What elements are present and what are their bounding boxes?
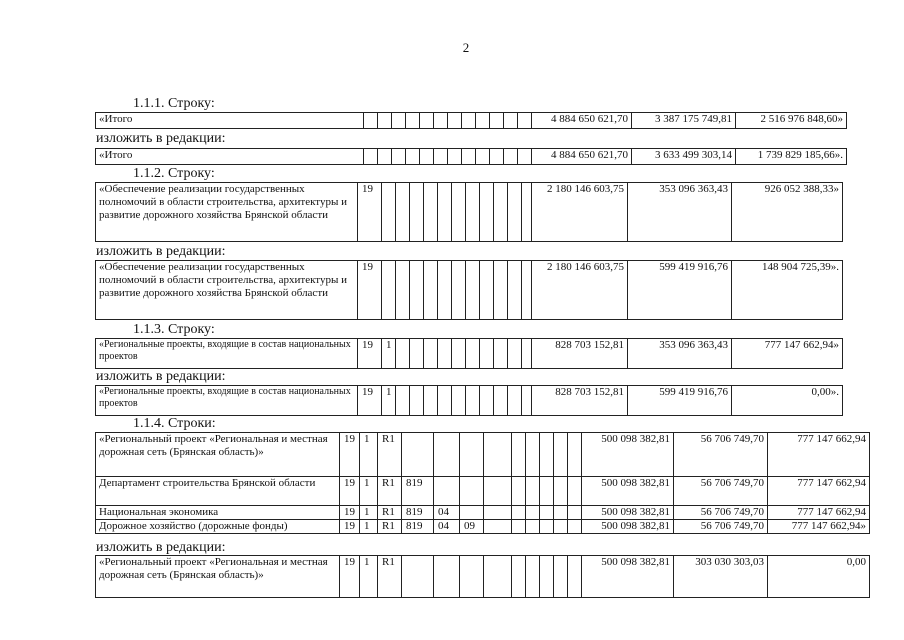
code-cell (438, 386, 452, 416)
code-cell (410, 386, 424, 416)
code-cell (402, 556, 434, 598)
code-cell (518, 113, 532, 129)
code-cell: 19 (358, 386, 382, 416)
code-cell: 1 (360, 477, 378, 506)
row-name: Департамент строительства Брянской области (96, 477, 340, 506)
value-cell-1: 500 098 382,81 (582, 433, 674, 477)
code-cell (460, 506, 484, 520)
table-1-1-2-original (95, 182, 843, 242)
code-cell (522, 339, 532, 369)
code-cell (364, 113, 378, 129)
table-1-1-2-new (95, 260, 843, 320)
code-cell: 19 (340, 433, 360, 477)
code-cell (494, 386, 508, 416)
row-name: «Региональные проекты, входящие в состав национальных проектов (96, 339, 358, 369)
edit-label: изложить в редакции: (96, 540, 226, 555)
code-cell (438, 261, 452, 320)
table-1-1-3-original (95, 338, 843, 369)
section-heading-1-1-2: 1.1.2. Строку: (133, 166, 215, 181)
code-cell (568, 433, 582, 477)
code-cell (396, 261, 410, 320)
code-cell: 04 (434, 520, 460, 534)
code-cell (512, 556, 526, 598)
code-cell (480, 261, 494, 320)
code-cell (434, 433, 460, 477)
edit-label: изложить в редакции: (96, 131, 226, 146)
code-cell (512, 520, 526, 534)
value-cell-3: 777 147 662,94 (768, 506, 870, 520)
value-cell-3: 2 516 976 848,60» (736, 113, 847, 129)
code-cell (402, 433, 434, 477)
code-cell (526, 433, 540, 477)
code-cell (420, 149, 434, 165)
code-cell (466, 261, 480, 320)
table-row (96, 339, 843, 369)
value-cell-1: 500 098 382,81 (582, 506, 674, 520)
code-cell (462, 113, 476, 129)
value-cell-2: 56 706 749,70 (674, 433, 768, 477)
table-row (96, 556, 870, 598)
table-row (96, 386, 843, 416)
code-cell (460, 477, 484, 506)
code-cell (512, 506, 526, 520)
code-cell (396, 183, 410, 242)
code-cell (522, 183, 532, 242)
value-cell-2: 303 030 303,03 (674, 556, 768, 598)
value-cell-3: 148 904 725,39». (732, 261, 843, 320)
code-cell: 19 (340, 556, 360, 598)
code-cell (406, 149, 420, 165)
code-cell (540, 520, 554, 534)
code-cell (466, 339, 480, 369)
code-cell (420, 113, 434, 129)
code-cell (378, 149, 392, 165)
code-cell (518, 149, 532, 165)
table-row (96, 520, 870, 534)
code-cell: 1 (360, 556, 378, 598)
code-cell (452, 339, 466, 369)
code-cell (554, 433, 568, 477)
edit-label: изложить в редакции: (96, 369, 226, 384)
table-1-1-4-original (95, 432, 870, 534)
code-cell: 19 (358, 339, 382, 369)
value-cell-3: 926 052 388,33» (732, 183, 843, 242)
code-cell (490, 113, 504, 129)
code-cell (424, 339, 438, 369)
code-cell: 1 (360, 520, 378, 534)
row-name: Национальная экономика (96, 506, 340, 520)
page-number: 2 (462, 40, 470, 55)
section-heading-1-1-3: 1.1.3. Строку: (133, 322, 215, 337)
value-cell-1: 828 703 152,81 (532, 386, 628, 416)
value-cell-3: 777 147 662,94» (732, 339, 843, 369)
value-cell-2: 56 706 749,70 (674, 520, 768, 534)
code-cell (494, 183, 508, 242)
code-cell (480, 183, 494, 242)
table-row (96, 183, 843, 242)
code-cell (466, 183, 480, 242)
value-cell-1: 500 098 382,81 (582, 477, 674, 506)
code-cell (526, 520, 540, 534)
code-cell (480, 339, 494, 369)
table-row (96, 113, 847, 129)
value-cell-1: 500 098 382,81 (582, 556, 674, 598)
value-cell-2: 599 419 916,76 (628, 386, 732, 416)
code-cell (508, 261, 522, 320)
code-cell (540, 433, 554, 477)
code-cell (392, 149, 406, 165)
value-cell-2: 353 096 363,43 (628, 339, 732, 369)
row-name: «Обеспечение реализации государственных полномочий в области строительства, архитектуры и развитие дорожного хозяйства Брянской области (96, 183, 358, 242)
code-cell: 19 (340, 477, 360, 506)
value-cell-1: 828 703 152,81 (532, 339, 628, 369)
code-cell: 19 (358, 183, 382, 242)
code-cell (434, 149, 448, 165)
value-cell-2: 3 633 499 303,14 (632, 149, 736, 165)
value-cell-1: 500 098 382,81 (582, 520, 674, 534)
code-cell (434, 477, 460, 506)
value-cell-3: 777 147 662,94 (768, 477, 870, 506)
table-1-1-1-new (95, 148, 847, 165)
code-cell (434, 556, 460, 598)
code-cell (568, 520, 582, 534)
code-cell (410, 339, 424, 369)
code-cell: 19 (358, 261, 382, 320)
code-cell: 1 (360, 433, 378, 477)
code-cell (494, 339, 508, 369)
value-cell-3: 1 739 829 185,66». (736, 149, 847, 165)
value-cell-3: 777 147 662,94 (768, 433, 870, 477)
code-cell (448, 113, 462, 129)
code-cell (540, 506, 554, 520)
code-cell: R1 (378, 556, 402, 598)
code-cell (476, 113, 490, 129)
code-cell: R1 (378, 433, 402, 477)
code-cell (424, 386, 438, 416)
value-cell-1: 4 884 650 621,70 (532, 113, 632, 129)
code-cell (508, 183, 522, 242)
code-cell (434, 113, 448, 129)
code-cell (396, 386, 410, 416)
code-cell: R1 (378, 477, 402, 506)
code-cell: 819 (402, 477, 434, 506)
table-row (96, 477, 870, 506)
row-name: «Региональный проект «Региональная и местная дорожная сеть (Брянская область)» (96, 556, 340, 598)
code-cell: 819 (402, 506, 434, 520)
value-cell-2: 599 419 916,76 (628, 261, 732, 320)
code-cell: 1 (382, 339, 396, 369)
table-row (96, 149, 847, 165)
code-cell (438, 339, 452, 369)
code-cell: 19 (340, 520, 360, 534)
value-cell-2: 56 706 749,70 (674, 477, 768, 506)
code-cell (410, 183, 424, 242)
code-cell (410, 261, 424, 320)
code-cell (508, 386, 522, 416)
code-cell (540, 477, 554, 506)
code-cell (452, 386, 466, 416)
table-1-1-3-new (95, 385, 843, 416)
code-cell (568, 506, 582, 520)
code-cell: 04 (434, 506, 460, 520)
code-cell (568, 556, 582, 598)
row-name: Дорожное хозяйство (дорожные фонды) (96, 520, 340, 534)
edit-label: изложить в редакции: (96, 244, 226, 259)
code-cell (466, 386, 480, 416)
code-cell (462, 149, 476, 165)
code-cell (438, 183, 452, 242)
value-cell-2: 56 706 749,70 (674, 506, 768, 520)
value-cell-1: 4 884 650 621,70 (532, 149, 632, 165)
code-cell (522, 386, 532, 416)
code-cell (512, 433, 526, 477)
code-cell (484, 433, 512, 477)
table-row (96, 261, 843, 320)
code-cell (364, 149, 378, 165)
code-cell (452, 183, 466, 242)
code-cell (526, 506, 540, 520)
row-name: «Итого (96, 113, 364, 129)
code-cell (406, 113, 420, 129)
code-cell (526, 556, 540, 598)
value-cell-2: 353 096 363,43 (628, 183, 732, 242)
code-cell (554, 506, 568, 520)
code-cell (382, 261, 396, 320)
value-cell-1: 2 180 146 603,75 (532, 261, 628, 320)
code-cell (504, 149, 518, 165)
code-cell: 19 (340, 506, 360, 520)
code-cell (494, 261, 508, 320)
row-name: «Итого (96, 149, 364, 165)
code-cell (490, 149, 504, 165)
code-cell (504, 113, 518, 129)
value-cell-3: 777 147 662,94» (768, 520, 870, 534)
table-row (96, 433, 870, 477)
value-cell-1: 2 180 146 603,75 (532, 183, 628, 242)
code-cell (484, 556, 512, 598)
code-cell (382, 183, 396, 242)
section-heading-1-1-1: 1.1.1. Строку: (133, 96, 215, 111)
section-heading-1-1-4: 1.1.4. Строки: (133, 416, 216, 431)
code-cell: 1 (360, 506, 378, 520)
code-cell (526, 477, 540, 506)
code-cell (484, 520, 512, 534)
code-cell (476, 149, 490, 165)
value-cell-3: 0,00». (732, 386, 843, 416)
code-cell (424, 261, 438, 320)
code-cell (484, 506, 512, 520)
code-cell (554, 520, 568, 534)
code-cell (512, 477, 526, 506)
code-cell (508, 339, 522, 369)
code-cell (480, 386, 494, 416)
code-cell (424, 183, 438, 242)
code-cell (452, 261, 466, 320)
code-cell: 1 (382, 386, 396, 416)
table-1-1-4-new (95, 555, 870, 598)
table-1-1-1-original (95, 112, 847, 129)
code-cell (554, 556, 568, 598)
table-row (96, 506, 870, 520)
row-name: «Обеспечение реализации государственных полномочий в области строительства, архитектуры и развитие дорожного хозяйства Брянской области (96, 261, 358, 320)
code-cell (378, 113, 392, 129)
code-cell: 09 (460, 520, 484, 534)
code-cell (554, 477, 568, 506)
row-name: «Региональные проекты, входящие в состав национальных проектов (96, 386, 358, 416)
code-cell (460, 433, 484, 477)
code-cell (460, 556, 484, 598)
code-cell: R1 (378, 506, 402, 520)
code-cell (522, 261, 532, 320)
code-cell: R1 (378, 520, 402, 534)
code-cell (448, 149, 462, 165)
code-cell (540, 556, 554, 598)
code-cell: 819 (402, 520, 434, 534)
code-cell (396, 339, 410, 369)
code-cell (392, 113, 406, 129)
code-cell (484, 477, 512, 506)
value-cell-2: 3 387 175 749,81 (632, 113, 736, 129)
row-name: «Региональный проект «Региональная и местная дорожная сеть (Брянская область)» (96, 433, 340, 477)
value-cell-3: 0,00 (768, 556, 870, 598)
code-cell (568, 477, 582, 506)
